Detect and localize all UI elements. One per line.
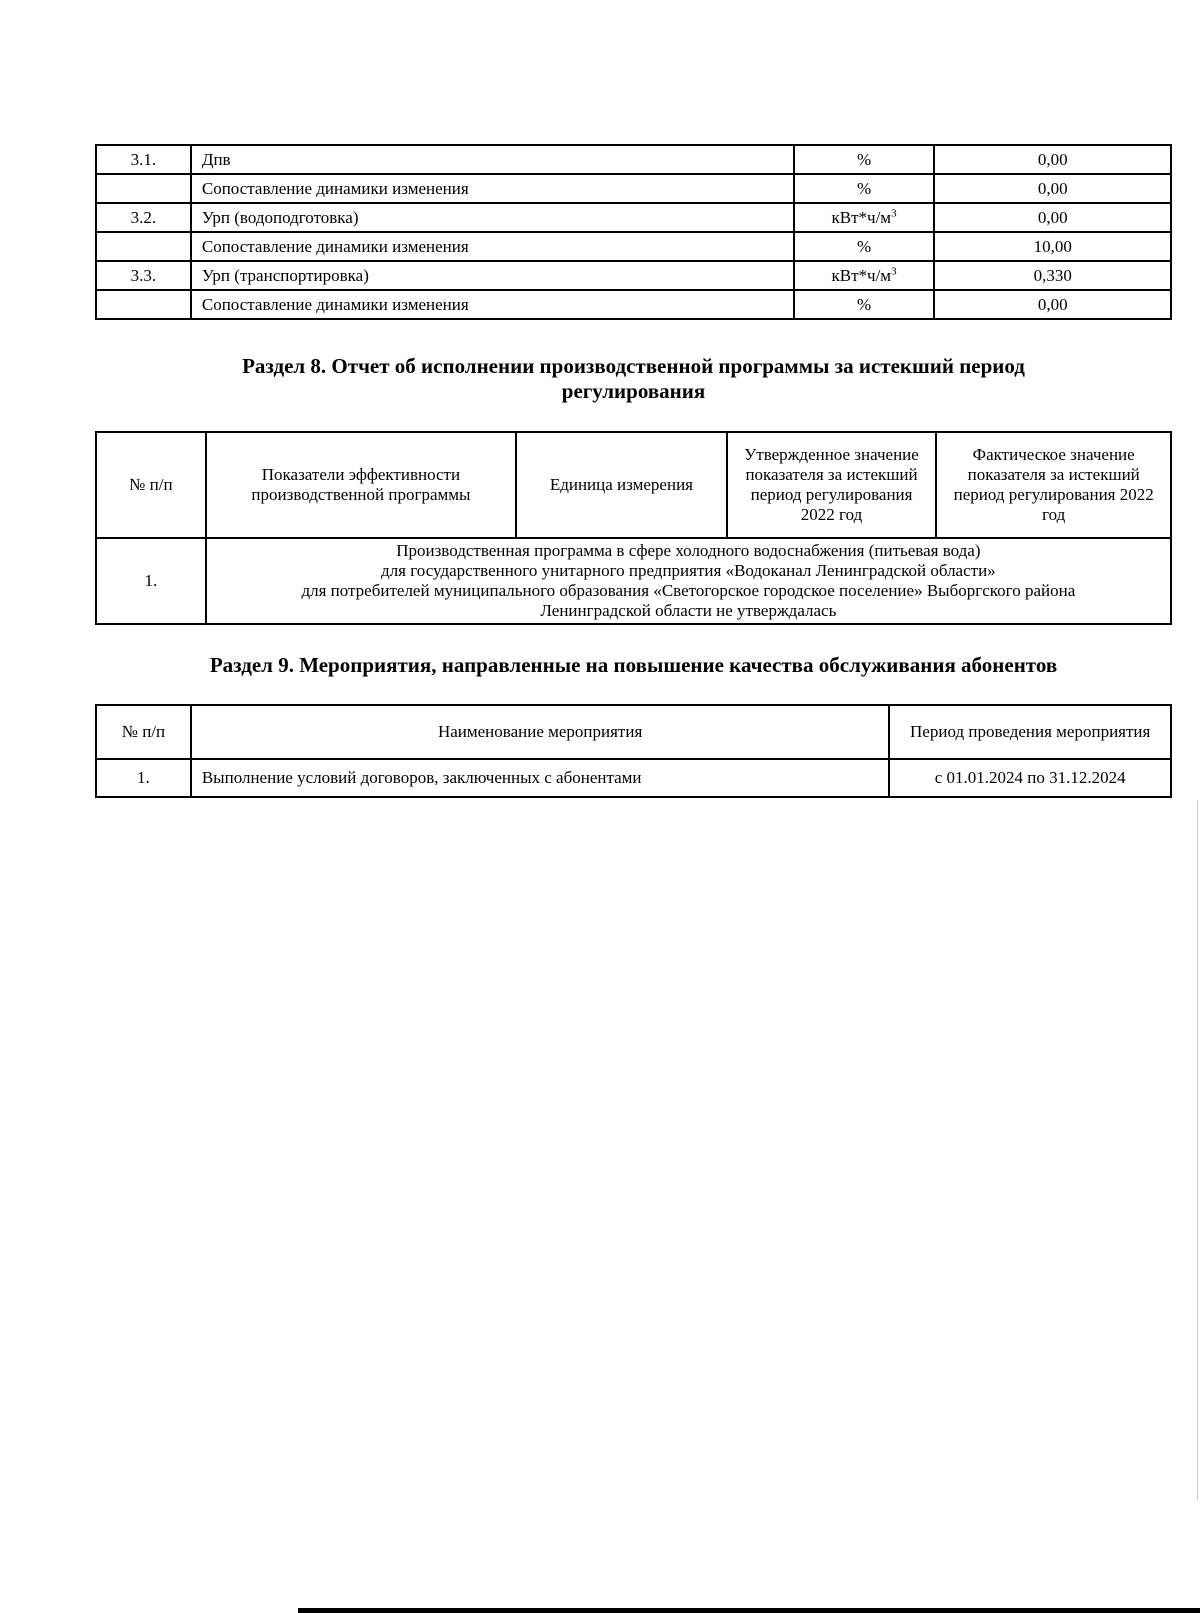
row-num: 1. [96,759,191,797]
header-num: № п/п [96,705,191,759]
row-indicator-name-text: Сопоставление динамики изменения [201,178,469,198]
header-actual: Фактическое значение показателя за истекший период регулирования 2022 год [936,432,1171,538]
row-indicator-name [191,290,794,319]
row-value [934,145,1171,174]
row-value [934,174,1171,203]
row-value-text: 0,330 [1033,265,1072,285]
section8-heading [95,354,1172,404]
measure-period: с 01.01.2024 по 31.12.2024 [889,759,1171,797]
bottom-rule [298,1608,1200,1613]
row-value-text: 0,00 [1037,149,1068,169]
section8-title-line2: регулирования [561,379,706,403]
row-value-text: 10,00 [1033,236,1072,256]
row-unit-text: % [856,294,872,314]
program-note-line4: Ленинградской области не утверждалась [540,601,837,620]
row-num [96,203,191,232]
row-num-text: 3.3. [130,265,157,285]
table-row [96,261,1171,290]
section8-header-row [96,432,1171,538]
table-row [96,203,1171,232]
row-unit [794,290,935,319]
row-indicator-name-text: Урп (транспортировка) [201,265,369,285]
section8-table [95,431,1172,625]
row-unit-text: % [856,236,872,256]
unit-superscript: 3 [891,206,897,219]
table-row [96,538,1171,624]
row-value-text: 0,00 [1037,178,1068,198]
row-num [96,261,191,290]
header-num: № п/п [96,432,206,538]
indicators-table [95,144,1172,320]
row-indicator-name-text: Сопоставление динамики изменения [201,236,469,256]
measure-name: Выполнение условий договоров, заключенных с абонентами [191,759,890,797]
row-indicator-name [191,174,794,203]
program-note [206,538,1171,624]
row-indicator-name-text: Дпв [201,149,231,169]
table-row [96,145,1171,174]
row-unit-text: % [856,149,872,169]
header-indicators: Показатели эффективности производственной программы [206,432,516,538]
table-row [96,174,1171,203]
row-value [934,232,1171,261]
row-indicator-name [191,203,794,232]
row-indicator-name [191,145,794,174]
row-unit-text: кВт*ч/м [831,265,892,285]
scan-edge-line [1197,800,1198,1500]
section9-table [95,704,1172,798]
header-period: Период проведения мероприятия [889,705,1171,759]
program-note-line3: для потребителей муниципального образования «Светогорское городское поселение» Выборгского района [301,581,1076,600]
row-unit-text: % [856,178,872,198]
row-value-text: 0,00 [1037,294,1068,314]
row-indicator-name [191,232,794,261]
section9-header-row [96,705,1171,759]
row-num [96,174,191,203]
row-unit [794,174,935,203]
row-num-text: 3.1. [130,149,157,169]
row-indicator-name-text: Сопоставление динамики изменения [201,294,469,314]
table-row [96,759,1171,797]
header-approved: Утвержденное значение показателя за истекший период регулирования 2022 год [727,432,937,538]
header-measure-name: Наименование мероприятия [191,705,890,759]
row-num [96,145,191,174]
program-note-line1: Производственная программа в сфере холодного водоснабжения (питьевая вода) [396,541,981,560]
table-row [96,290,1171,319]
row-unit [794,145,935,174]
row-value-text: 0,00 [1037,207,1068,227]
table-row [96,232,1171,261]
row-value [934,290,1171,319]
row-unit-text: кВт*ч/м [831,207,892,227]
row-num [96,232,191,261]
program-note-line2: для государственного унитарного предприятия «Водоканал Ленинградской области» [381,561,996,580]
row-num: 1. [96,538,206,624]
row-unit [794,232,935,261]
row-unit [794,261,935,290]
row-unit [794,203,935,232]
header-unit: Единица измерения [516,432,727,538]
row-value [934,261,1171,290]
section9-heading: Раздел 9. Мероприятия, направленные на повышение качества обслуживания абонентов [209,653,1058,677]
row-value [934,203,1171,232]
row-num [96,290,191,319]
row-indicator-name-text: Урп (водоподготовка) [201,207,359,227]
row-indicator-name [191,261,794,290]
row-num-text: 3.2. [130,207,157,227]
section8-title-line1: Раздел 8. Отчет об исполнении производственной программы за истекший период [242,354,1025,378]
unit-superscript: 3 [891,264,897,277]
